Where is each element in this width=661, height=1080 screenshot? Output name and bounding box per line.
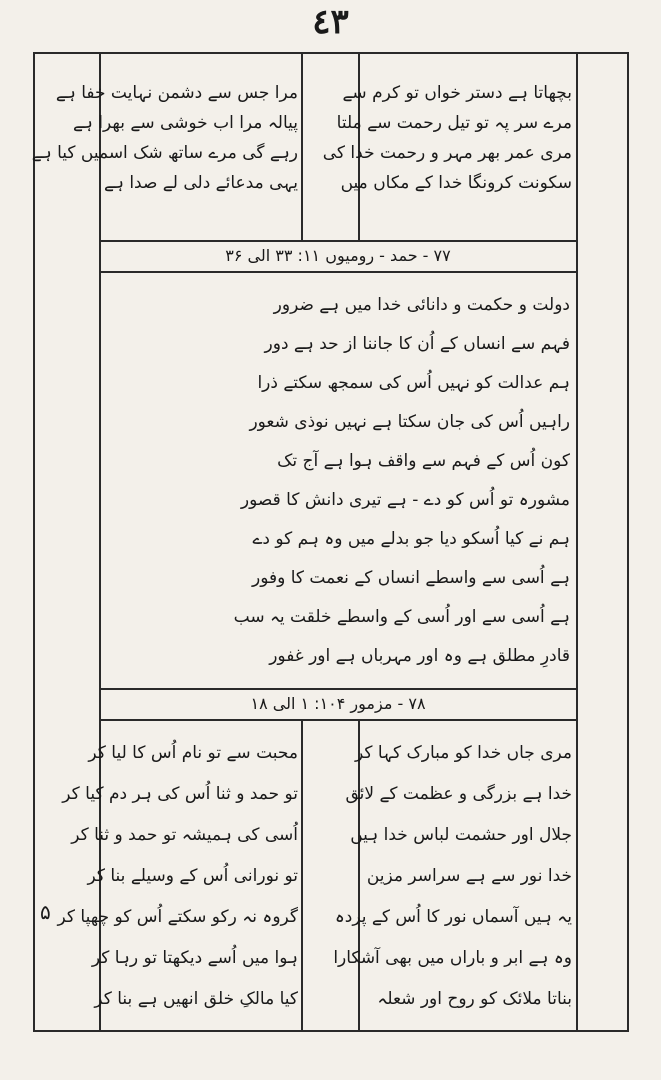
verse-number: ۵ (40, 900, 51, 924)
verse-line: راہیں اُس کی جان سکتا ہے نہیں نوذی شعور (249, 412, 570, 432)
verse-line: محبت سے تو نام اُس کا لیا کر (88, 743, 298, 763)
page-number: ٤٣ (312, 2, 349, 42)
verse-line: کون اُس کے فہم سے واقف ہوا ہے آج تک (277, 451, 570, 471)
verse-line: تو نورانی اُس کے وسیلے بنا کر (87, 866, 298, 886)
verse-line: خدا ہے بزرگی و عظمت کے لائق (345, 784, 572, 804)
section2-heading: ۷۷ - حمد - رومیوں ۱۱: ۳۳ الی ۳۶ (225, 246, 451, 265)
verse-line: گروہ نہ رکو سکتے اُس کو چھپا کر (57, 907, 298, 927)
verse-line: مشورہ تو اُس کو دے - ہے تیری دانش کا قصور (240, 490, 570, 510)
verse-line: مری عمر بھر مہر و رحمت خدا کی (322, 143, 572, 163)
verse-line: یہی مدعائے دلی لے صدا ہے (104, 173, 298, 193)
verse-line: قادرِ مطلق ہے وہ اور مہرباں ہے اور غفور (269, 646, 570, 666)
outer-right-border (627, 52, 629, 1032)
verse-line: سکونت کرونگا خدا کے مکاں میں (340, 173, 572, 193)
section1-right-column (322, 78, 572, 198)
verse-line: ہے اُسی سے واسطے انساں کے نعمت کا وفور (252, 568, 570, 588)
verse-line: وہ ہے ابر و باراں میں بھی آشکارا (333, 948, 572, 968)
section1-column-gap-left (301, 52, 303, 240)
section1-divider (99, 240, 577, 242)
verse-line: خدا نور سے ہے سراسر مزین (366, 866, 572, 886)
verse-line: مرا جس سے دشمن نہایت خفا ہے (55, 83, 298, 103)
verse-line: رہے گی مرے ساتھ شک اسمیں کیا ہے (31, 143, 298, 163)
verse-line: بناتا ملائک کو روح اور شعلہ (377, 989, 572, 1009)
verse-line: ہوا میں اُسے دیکھتا تو رہا کر (91, 948, 298, 968)
verse-line: تو حمد و ثنا اُس کی ہر دم کیا کر (62, 784, 298, 804)
verse-line: مری جاں خدا کو مبارک کہا کر (355, 743, 572, 763)
section3-heading: ۷۸ - مزمور ۱۰۴: ۱ الی ۱۸ (250, 694, 426, 713)
heading2-divider (99, 271, 577, 273)
top-border (33, 52, 628, 54)
bottom-border (33, 1030, 628, 1032)
verse-line: اُسی کی ہمیشہ تو حمد و ثنا کر (71, 825, 298, 845)
verse-line: فہم سے انساں کے اُن کا جاننا از حد ہے دور (264, 334, 570, 354)
verse-line: ہم نے کیا اُسکو دیا جو بدلے میں وہ ہم کو دے (252, 529, 570, 549)
section2-body (108, 286, 570, 676)
verse-line: کیا مالکِ خلق انھیں ہے بنا کر (94, 989, 298, 1009)
verse-line: پیالہ مرا اب خوشی سے بھرا ہے (72, 113, 298, 133)
verse-line: مرے سر پہ تو تیل رحمت سے ملتا (336, 113, 572, 133)
verse-line: جلال اور حشمت لباس خدا ہیں (350, 825, 572, 845)
section3-right-column (333, 733, 572, 1020)
section2-divider (99, 688, 577, 690)
verse-line: یہ ہیں آسماں نور کا اُس کے پردہ (334, 907, 572, 927)
heading3-divider (99, 719, 577, 721)
outer-left-border (33, 52, 35, 1032)
verse-line: دولت و حکمت و دانائی خدا میں ہے ضرور (273, 295, 570, 315)
inner-right-border (576, 52, 578, 1032)
section3-column-gap-left (301, 719, 303, 1032)
section3-left-column (57, 733, 298, 1020)
verse-line: ہم عدالت کو نہیں اُس کی سمجھ سکتے ذرا (257, 373, 570, 393)
verse-line: بچھاتا ہے دستر خواں تو کرم سے (342, 83, 572, 103)
section1-left-column (31, 78, 298, 198)
verse-line: ہے اُسی سے اور اُسی کے واسطے خلقت یہ سب (233, 607, 570, 627)
